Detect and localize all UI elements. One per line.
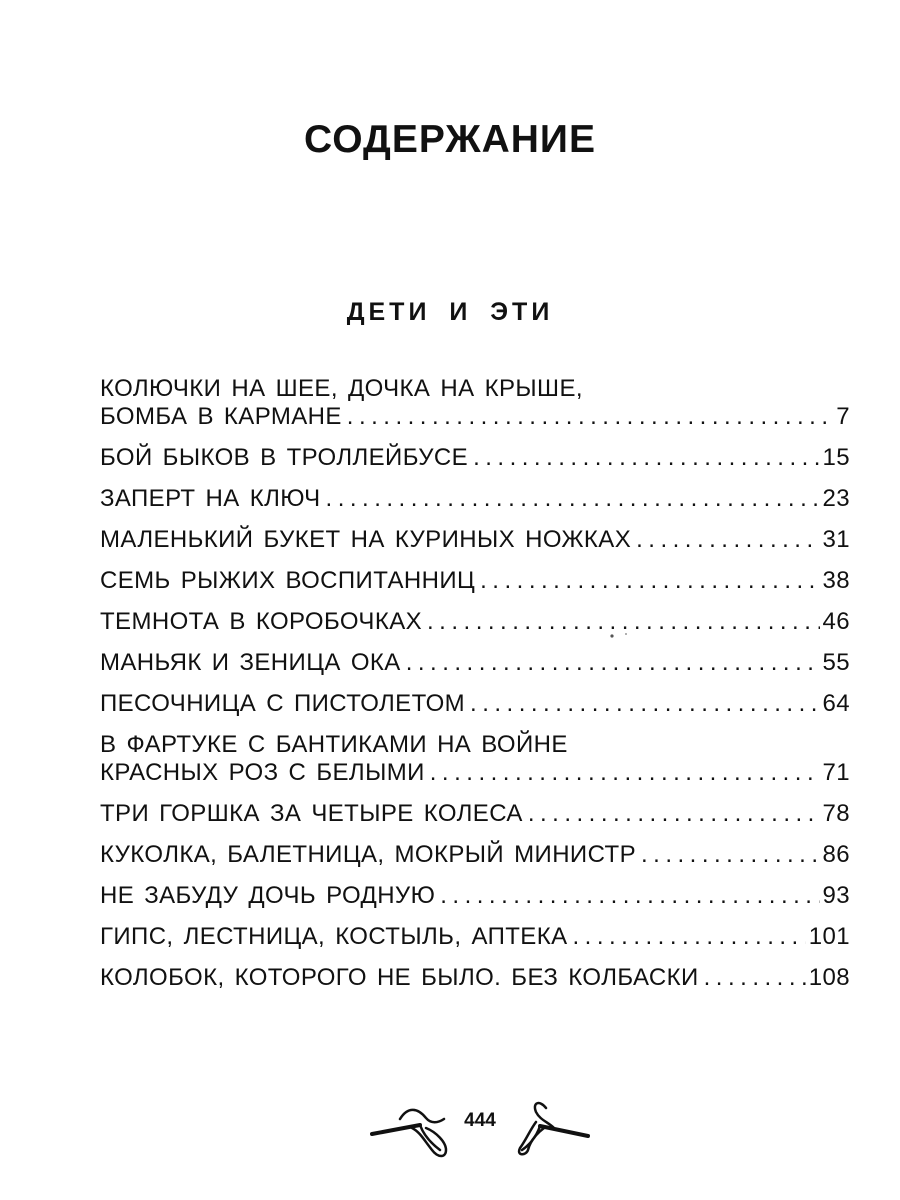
toc-entry-title: ГИПС, ЛЕСТНИЦА, КОСТЫЛЬ, АПТЕКА [100,923,568,950]
section-title: ДЕТИ И ЭТИ [346,298,554,326]
toc-entry-title: БОМБА В КАРМАНЕ [100,403,342,430]
toc-entry-page-number: 55 [822,649,850,676]
toc-entry-page-number: 23 [822,485,850,512]
toc-entry-title: МАНЬЯК И ЗЕНИЦА ОКА [100,649,401,676]
toc-entry-title: КРАСНЫХ РОЗ С БЕЛЫМИ [100,759,425,786]
toc-entry-page-number: 46 [822,608,850,635]
toc-entry-title: ПЕСОЧНИЦА С ПИСТОЛЕТОМ [100,690,466,717]
toc-entry-page-number: 101 [808,923,850,950]
toc-entry-title: ТРИ ГОРШКА ЗА ЧЕТЫРЕ КОЛЕСА [100,800,523,827]
toc-entry-title: НЕ ЗАБУДУ ДОЧЬ РОДНУЮ [100,882,436,909]
toc-entry-page-number: 86 [822,841,850,868]
page-number: 444 [464,1110,496,1131]
toc-entry-page-number: 15 [822,444,850,471]
toc-entry-page-number: 108 [808,964,850,991]
toc-entry-title-line: КОЛЮЧКИ НА ШЕЕ, ДОЧКА НА КРЫШЕ, [100,375,583,402]
toc-entry-title: ЗАПЕРТ НА КЛЮЧ [100,485,321,512]
toc-entry-title-line: В ФАРТУКЕ С БАНТИКАМИ НА ВОЙНЕ [100,731,568,758]
toc-entry-page-number: 78 [822,800,850,827]
toc-entry-page-number: 38 [822,567,850,594]
toc-entry-title: ТЕМНОТА В КОРОБОЧКАХ [100,608,423,635]
toc-entry-title: МАЛЕНЬКИЙ БУКЕТ НА КУРИНЫХ НОЖКАХ [100,526,632,553]
toc-entry-page-number: 93 [822,882,850,909]
toc-entry-page-number: 64 [822,690,850,717]
toc-entry-page-number: 7 [836,403,850,430]
paper-speck [625,633,627,635]
toc-entry-title: БОЙ БЫКОВ В ТРОЛЛЕЙБУСЕ [100,444,469,471]
page-title: СОДЕРЖАНИЕ [304,118,596,161]
toc-entry-page-number: 71 [822,759,850,786]
toc-entry-title: СЕМЬ РЫЖИХ ВОСПИТАННИЦ [100,567,476,594]
toc-entry-title: КУКОЛКА, БАЛЕТНИЦА, МОКРЫЙ МИНИСТР [100,841,636,868]
paper-speck [610,634,613,637]
toc-entry-page-number: 31 [822,526,850,553]
toc-entry-title: КОЛОБОК, КОТОРОГО НЕ БЫЛО. БЕЗ КОЛБАСКИ [100,964,699,991]
